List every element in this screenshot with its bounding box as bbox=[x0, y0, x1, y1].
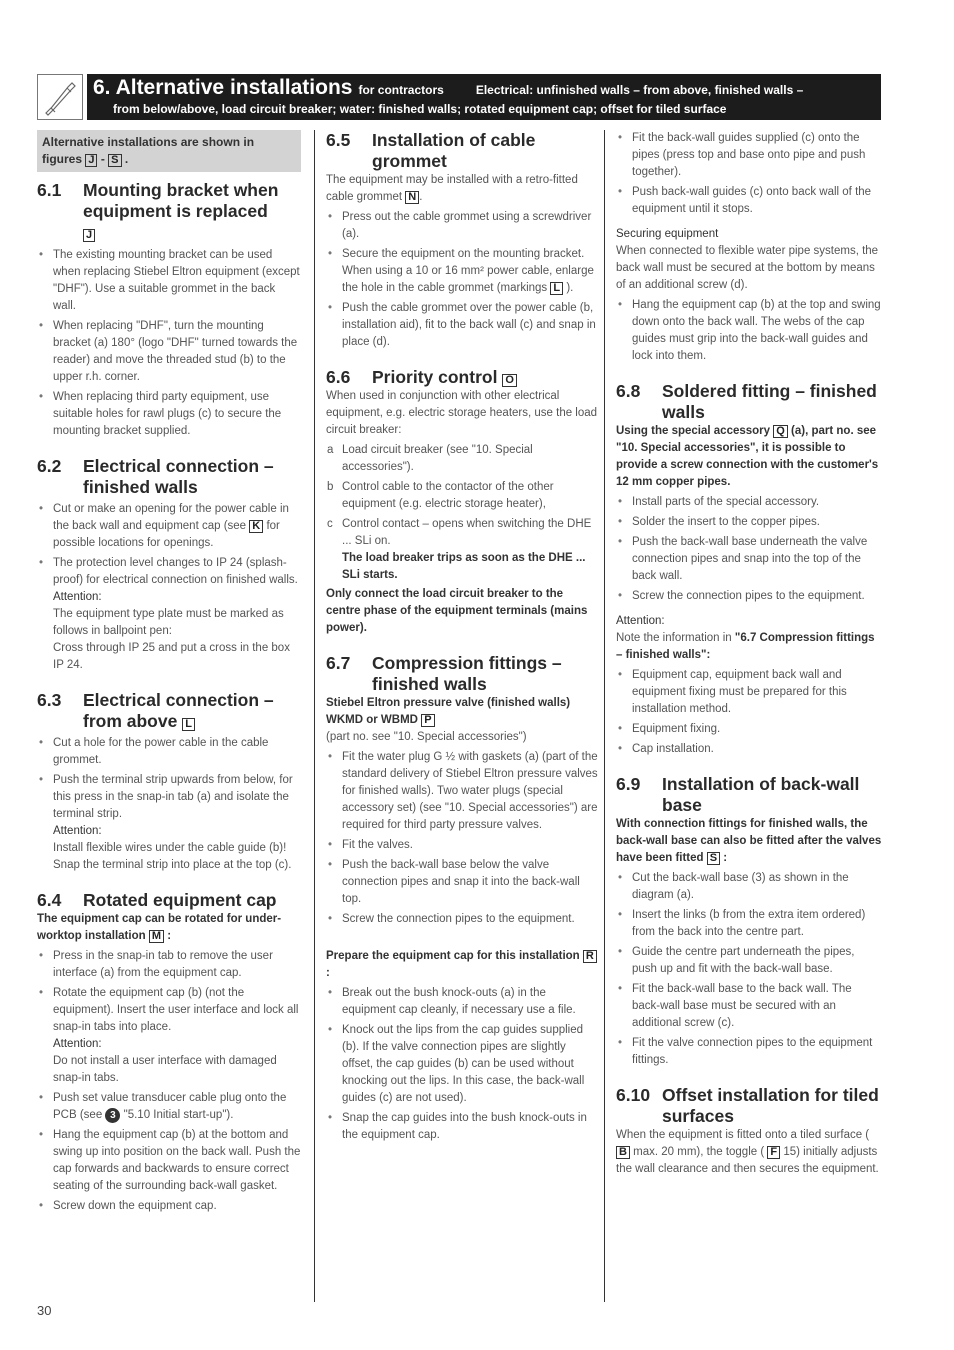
paragraph: Note the information in "6.7 Compression fittings – finished walls": bbox=[616, 632, 875, 661]
paragraph: The equipment may be installed with a retro-fitted cable grommet N . bbox=[326, 174, 578, 203]
list-item: • Equipment fixing. bbox=[616, 721, 882, 738]
list-item: • Push the cable grommet over the power cable (b, installation aid), fit to the back wall (c) and snap in place (d). bbox=[326, 300, 598, 351]
list-item: • Press in the snap-in tab to remove the user interface (a) from the equipment cap. bbox=[37, 948, 301, 982]
list-item: • Fit the back-wall base to the back wall. The back-wall base must be secured with an additional screw (c). bbox=[616, 981, 882, 1032]
subheading: WKMD or WBMD P bbox=[326, 712, 598, 729]
heading-6-6: 6.6 Priority control O bbox=[326, 367, 598, 388]
list-item: • Fit the water plug G ½ with gaskets (a) (part of the standard delivery of Stiebel Eltron pressure valves for finished walls). Two water plugs (special accessory set) (see "10. Special accessories") are required for third party pressure valves. bbox=[326, 749, 598, 834]
heading-6-4: 6.4 Rotated equipment cap bbox=[37, 890, 277, 910]
list-item: • Cut or make an opening for the power cable in the back wall and equipment cap (see K for possible locations for openings. bbox=[37, 501, 301, 552]
list-item: • Break out the bush knock-outs (a) in the equipment cap cleanly, if necessary use a file. bbox=[326, 985, 598, 1019]
list-item: • The existing mounting bracket can be used when replacing Stiebel Eltron equipment (except "DHF"). Use a suitable grommet in the back wall. bbox=[37, 247, 301, 315]
list-item: • Fit the back-wall guides supplied (c) onto the pipes (press top and base onto pipe and push together). bbox=[616, 130, 882, 181]
list-item: • Insert the links (b from the extra item ordered) from the back into the centre part. bbox=[616, 907, 882, 941]
list-item: • Hang the equipment cap (b) at the bottom and swing up into position on the back wall. Push the cap forwards and backwards to ensure correct seating of the surrounding back-wall gasket. bbox=[37, 1127, 301, 1195]
list-item: • Solder the insert to the copper pipes. bbox=[616, 514, 882, 531]
section-header bbox=[87, 74, 881, 120]
column-divider bbox=[604, 130, 605, 1302]
heading-6-8: 6.8 Soldered fitting – finished walls bbox=[616, 381, 877, 422]
list-item: • Screw the connection pipes to the equipment. bbox=[326, 911, 598, 928]
paragraph: (part no. see "10. Special accessories") bbox=[326, 731, 527, 743]
list-item: • Push back-wall guides (c) onto back wall of the equipment until it stops. bbox=[616, 184, 882, 218]
list-item: • Push set value transducer cable plug onto the PCB (see 3 "5.10 Initial start-up"). bbox=[37, 1090, 301, 1124]
paragraph: With connection fittings for finished walls, the back-wall base can also be fitted after the valves have been fitted S : bbox=[616, 818, 882, 864]
paragraph: When connected to flexible water pipe systems, the back wall must be secured at the bottom by means of an additional screw (d). bbox=[616, 245, 879, 291]
list-item: • When replacing "DHF", turn the mounting bracket (a) 180° (logo "DHF" turned towards the reader) and move the threaded stud (b) to the upper r.h. corner. bbox=[37, 318, 301, 386]
list-item: • Fit the valves. bbox=[326, 837, 598, 854]
heading-6-5: 6.5 Installation of cable grommet bbox=[326, 130, 536, 171]
figure-ref: J bbox=[85, 154, 97, 167]
list-item: • Cut the back-wall base (3) as shown in the diagram (a). bbox=[616, 870, 882, 904]
list-item: • Push the back-wall base underneath the valve connection pipes and snap into the top of the back wall. bbox=[616, 534, 882, 585]
list-item: • Push the terminal strip upwards from below, for this press in the snap-in tab (a) and isolate the terminal strip. Attention: Install flexible wires under the cable guide (b)! Snap the terminal strip into place at the top (c). bbox=[37, 772, 301, 874]
heading-6-2: 6.2 Electrical connection – finished walls bbox=[37, 456, 274, 497]
list-item: • Guide the centre part underneath the pipes, push up and fit with the back-wall base. bbox=[616, 944, 882, 978]
list-item: • Rotate the equipment cap (b) (not the equipment). Insert the user interface and lock all snap-in tabs into place. Attention: Do not install a user interface with damaged snap-in tabs. bbox=[37, 985, 301, 1087]
column-divider bbox=[314, 130, 315, 1302]
section-audience: for contractors bbox=[358, 83, 444, 97]
list-item: • Knock out the lips from the cap guides supplied (b). If the valve connection pipes are slightly offset, the cap guides (b) can be used without knocking out the lips. In this case, the back-wall guides (c) are not used). bbox=[326, 1022, 598, 1107]
figures-note: Alternative installations are shown in figures J - S . bbox=[37, 130, 301, 172]
list-item: • When replacing third party equipment, use suitable holes for rawl plugs (c) to secure the mounting bracket supplied. bbox=[37, 389, 301, 440]
section-scope-line2: from below/above, load circuit breaker; water: finished walls; rotated equipment cap; offset for tiled surface bbox=[113, 102, 727, 116]
paragraph: The equipment cap can be rotated for under-worktop installation M : bbox=[37, 913, 282, 942]
column-3 bbox=[616, 130, 882, 1178]
list-item: • Screw the connection pipes to the equipment. bbox=[616, 588, 882, 605]
section-title: 6. Alternative installations bbox=[93, 76, 353, 99]
list-item: • Secure the equipment on the mounting bracket. When using a 10 or 16 mm² power cable, enlarge the hole in the cable grommet (markings L ). bbox=[326, 246, 598, 297]
paragraph: When used in conjunction with other electrical equipment, e.g. electric storage heaters, use the load circuit breaker: bbox=[326, 390, 598, 436]
paragraph: Only connect the load circuit breaker to the centre phase of the equipment terminals (mains power). bbox=[326, 588, 588, 634]
screwdriver-icon bbox=[37, 74, 83, 120]
paragraph: When the equipment is fitted onto a tiled surface ( B max. 20 mm), the toggle ( F 15) initially adjusts the wall clearance and then secures the equipment. bbox=[616, 1129, 879, 1175]
list-item: • Cut a hole for the power cable in the cable grommet. bbox=[37, 735, 301, 769]
list-item: • Screw down the equipment cap. bbox=[37, 1198, 301, 1215]
column-1 bbox=[37, 130, 301, 1215]
heading-6-10: 6.10 Offset installation for tiled surfaces bbox=[616, 1085, 879, 1126]
column-2 bbox=[326, 130, 598, 1144]
list-item: b Control cable to the contactor of the other equipment (e.g. electric storage heater), bbox=[327, 481, 554, 510]
subheading: Securing equipment bbox=[616, 228, 719, 240]
list-item: • Push the back-wall base below the valve connection pipes and snap it into the back-wall top. bbox=[326, 857, 598, 908]
heading-6-7: 6.7 Compression fittings – finished walls bbox=[326, 653, 562, 694]
heading-6-1: 6.1 Mounting bracket when equipment is replaced J bbox=[37, 180, 279, 241]
section-scope: Electrical: unfinished walls – from above, finished walls – bbox=[475, 83, 804, 97]
paragraph: Prepare the equipment cap for this installation R : bbox=[326, 948, 598, 982]
subheading: Stiebel Eltron pressure valve (finished walls) bbox=[326, 697, 571, 709]
subheading: Attention: bbox=[616, 615, 665, 627]
list-item: • Snap the cap guides into the bush knock-outs in the equipment cap. bbox=[326, 1110, 598, 1144]
heading-6-9: 6.9 Installation of back-wall base bbox=[616, 774, 860, 815]
list-item: • The protection level changes to IP 24 (splash-proof) for electrical connection on finished walls. Attention: The equipment type plate must be marked as follows in ballpoint pen: Cross through IP 25 and put a cross in the box IP 24. bbox=[37, 555, 301, 674]
list-item: • Cap installation. bbox=[616, 741, 882, 758]
list-item: • Press out the cable grommet using a screwdriver (a). bbox=[326, 209, 598, 243]
list-item: • Fit the valve connection pipes to the equipment fittings. bbox=[616, 1035, 882, 1069]
list-item: a Load circuit breaker (see "10. Special accessories"). bbox=[327, 444, 533, 473]
page-number: 30 bbox=[37, 1303, 52, 1318]
list-item: • Install parts of the special accessory. bbox=[616, 494, 882, 511]
heading-6-3: 6.3 Electrical connection – from above L bbox=[37, 690, 274, 731]
list-item: • Equipment cap, equipment back wall and equipment fixing must be prepared for this installation method. bbox=[616, 667, 882, 718]
list-item: • Hang the equipment cap (b) at the top and swing down onto the back wall. The webs of the cap guides must grip into the back-wall guides and lock into them. bbox=[616, 297, 882, 365]
list-item: c Control contact – opens when switching the DHE ... SLi on. The load breaker trips as soon as the DHE ... SLi starts. bbox=[327, 518, 592, 581]
paragraph: Using the special accessory Q (a), part no. see "10. Special accessories", it is possible to provide a screw connection with the customer's 12 mm copper pipes. bbox=[616, 425, 879, 488]
figure-ref: J bbox=[83, 229, 95, 242]
figure-ref: S bbox=[108, 154, 121, 167]
